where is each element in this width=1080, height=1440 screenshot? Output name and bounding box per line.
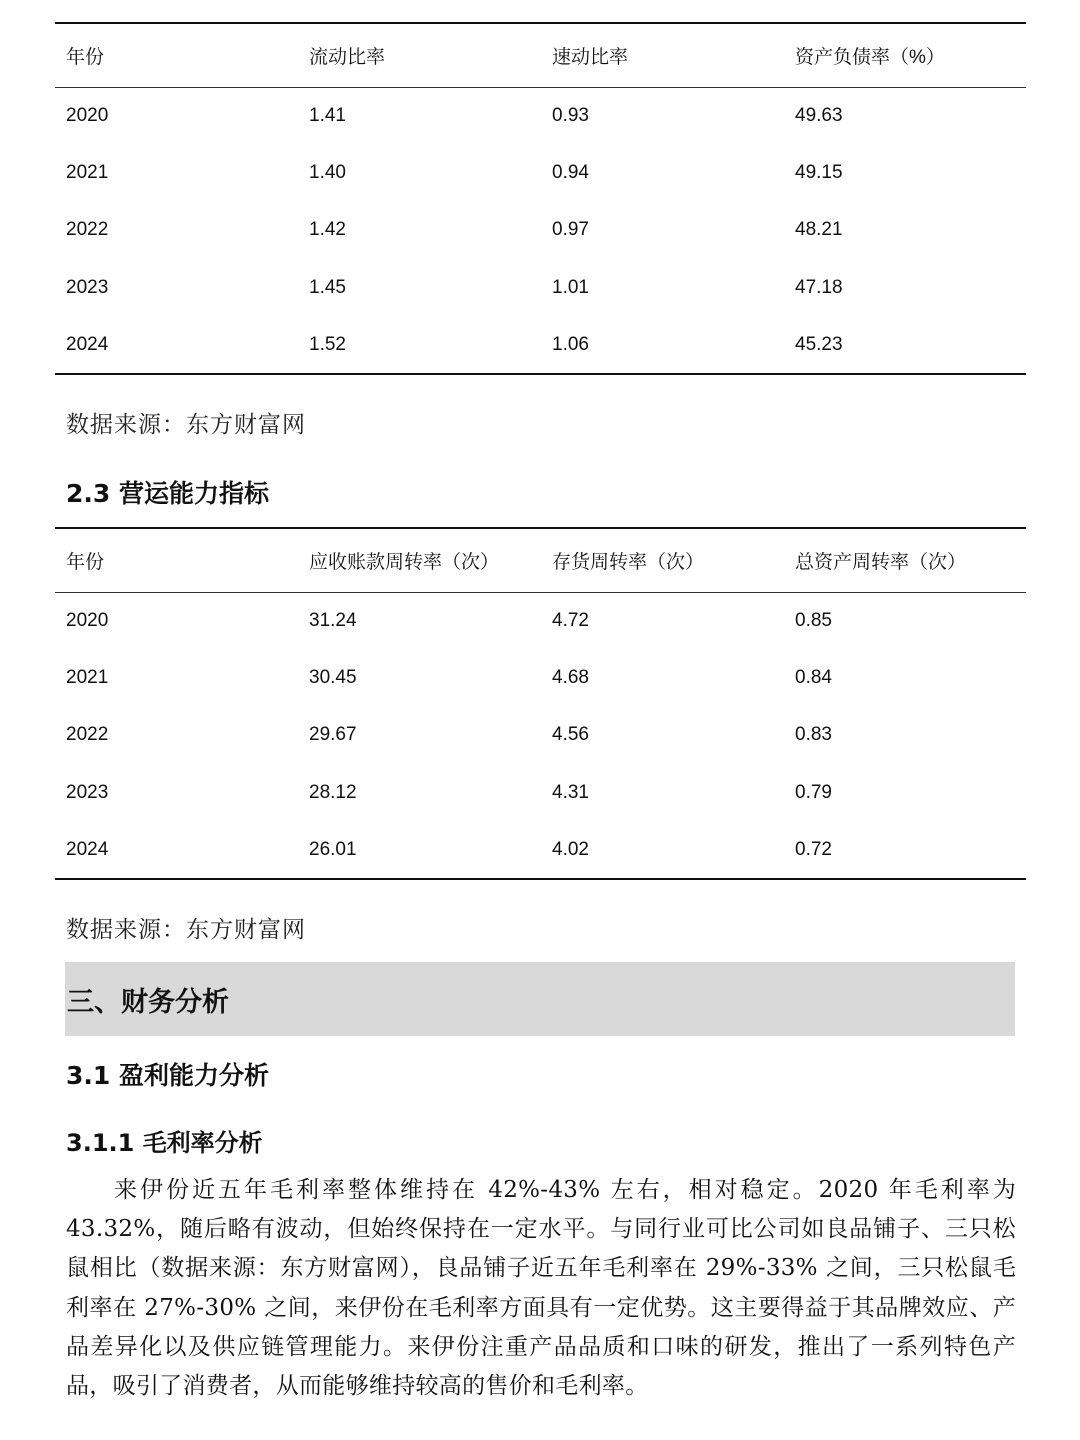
column-header: 流动比率 xyxy=(309,46,386,68)
table-row xyxy=(55,707,1026,764)
section-heading-2-3: 2.3 营运能力指标 xyxy=(66,479,269,508)
column-header: 年份 xyxy=(66,46,105,68)
table-cell: 1.52 xyxy=(309,333,346,355)
table-cell: 4.56 xyxy=(552,724,589,746)
table-cell: 1.45 xyxy=(309,276,346,298)
table-cell: 1.40 xyxy=(309,162,346,184)
table-row xyxy=(55,822,1026,879)
table-row xyxy=(55,87,1026,144)
table-cell: 47.18 xyxy=(795,276,843,298)
table-cell: 0.94 xyxy=(552,162,589,184)
table-cell: 0.85 xyxy=(795,609,832,631)
table-cell: 31.24 xyxy=(309,609,357,631)
source-note: 数据来源：东方财富网 xyxy=(66,917,306,943)
table-cell: 1.06 xyxy=(552,333,589,355)
table-row xyxy=(55,764,1026,821)
body-paragraph: 来伊份近五年毛利率整体维持在 42%-43% 左右，相对稳定。2020 年毛利率为 43.32%，随后略有波动，但始终保持在一定水平。与同行业可比公司如良品铺子、三只松鼠相比（数据来源：东方财富网），良品铺子近五年毛利率在 29%-33% 之间，三只松鼠毛利率在 27%-30% 之间，来伊份在毛利率方面具有一定优势。这主要得益于其品牌效应、产品差异化以及供应链管理能力。来伊份注重产品品质和口味的研发，推出了一系列特色产品，吸引了消费者，从而能够维持较高的售价和毛利率。 xyxy=(66,1177,1016,1400)
table-cell: 4.72 xyxy=(552,609,589,631)
table-cell: 29.67 xyxy=(309,724,357,746)
table-cell: 30.45 xyxy=(309,667,357,689)
table-cell: 4.68 xyxy=(552,667,589,689)
operation-table xyxy=(55,527,1026,880)
chapter-heading: 三、财务分析 xyxy=(67,987,229,1018)
column-header: 年份 xyxy=(66,551,105,573)
table-cell: 1.42 xyxy=(309,219,346,241)
column-header: 速动比率 xyxy=(552,46,629,68)
table-row xyxy=(55,317,1026,374)
table-cell: 49.15 xyxy=(795,162,843,184)
table-cell: 2023 xyxy=(66,781,109,803)
source-note: 数据来源：东方财富网 xyxy=(66,412,306,438)
table-cell: 1.01 xyxy=(552,276,589,298)
table-cell: 0.72 xyxy=(795,838,832,860)
table-cell: 2023 xyxy=(66,276,109,298)
table-cell: 4.31 xyxy=(552,781,589,803)
table-cell: 49.63 xyxy=(795,104,843,126)
table-cell: 2021 xyxy=(66,667,109,689)
table-cell: 28.12 xyxy=(309,781,357,803)
table-cell: 48.21 xyxy=(795,219,843,241)
table-cell: 2020 xyxy=(66,104,109,126)
table-cell: 2020 xyxy=(66,609,109,631)
table-cell: 4.02 xyxy=(552,838,589,860)
table-cell: 2022 xyxy=(66,724,109,746)
column-header: 应收账款周转率（次） xyxy=(309,551,500,573)
table-cell: 1.41 xyxy=(309,104,346,126)
column-header: 总资产周转率（次） xyxy=(795,551,967,573)
operation-table-header xyxy=(55,528,1026,592)
solvency-table-header xyxy=(55,23,1026,87)
subsection-heading-3-1-1: 3.1.1 毛利率分析 xyxy=(66,1129,263,1157)
table-cell: 0.79 xyxy=(795,781,832,803)
solvency-table xyxy=(55,22,1026,375)
table-cell: 0.93 xyxy=(552,104,589,126)
table-cell: 0.97 xyxy=(552,219,589,241)
section-heading-3-1: 3.1 盈利能力分析 xyxy=(66,1061,269,1090)
table-row xyxy=(55,144,1026,201)
table-row xyxy=(55,592,1026,649)
table-cell: 2021 xyxy=(66,162,109,184)
table-row xyxy=(55,649,1026,706)
table-cell: 2024 xyxy=(66,333,109,355)
column-header: 资产负债率（%） xyxy=(795,46,945,68)
table-row xyxy=(55,259,1026,316)
table-cell: 0.83 xyxy=(795,724,832,746)
table-cell: 2022 xyxy=(66,219,109,241)
table-cell: 2024 xyxy=(66,838,109,860)
table-row xyxy=(55,202,1026,259)
chapter-heading-band xyxy=(65,962,1015,1036)
table-cell: 26.01 xyxy=(309,838,357,860)
column-header: 存货周转率（次） xyxy=(552,551,705,573)
table-cell: 0.84 xyxy=(795,667,832,689)
table-cell: 45.23 xyxy=(795,333,843,355)
